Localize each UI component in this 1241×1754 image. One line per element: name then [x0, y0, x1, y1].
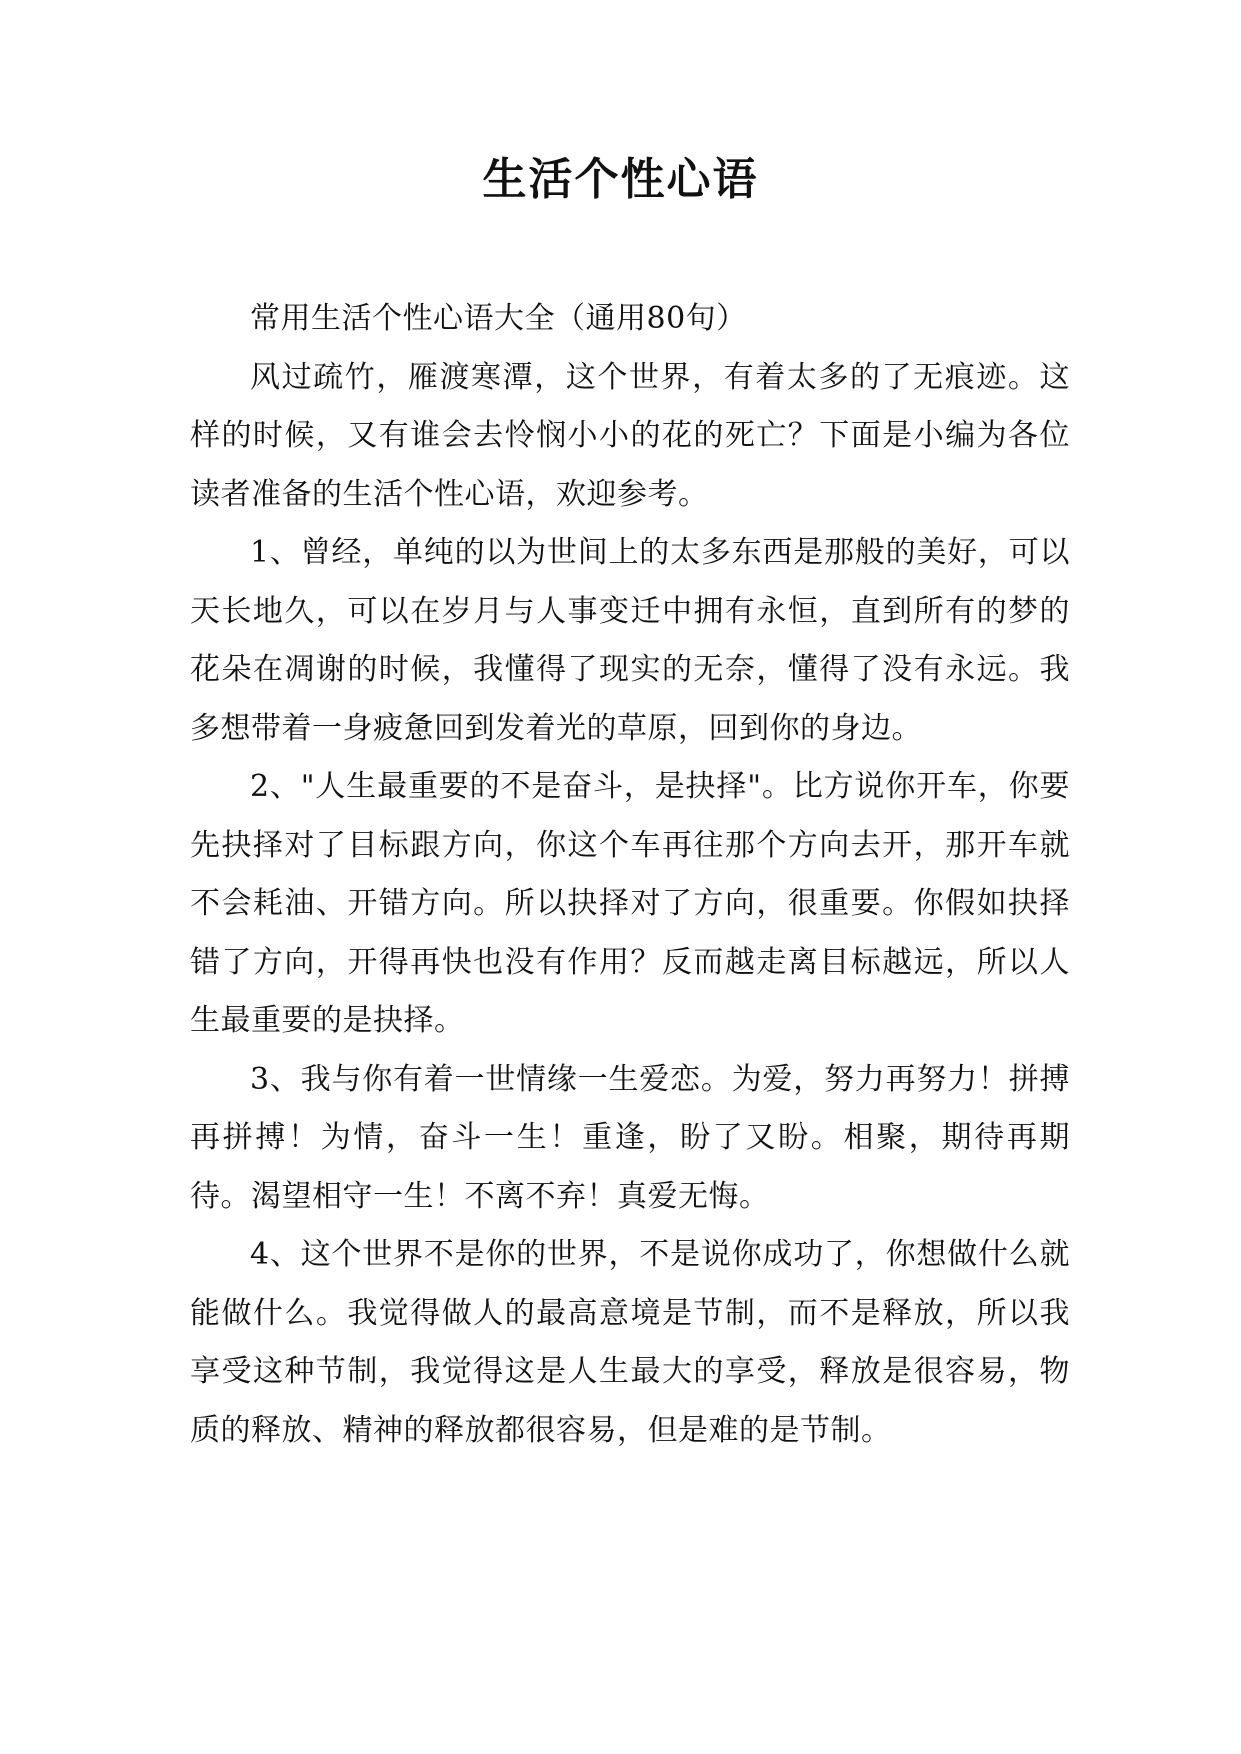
paragraph-item-4: 4、这个世界不是你的世界，不是说你成功了，你想做什么就能做什么。我觉得做人的最高意境是节制，而不是释放，所以我享受这种节制，我觉得这是人生最大的享受，释放是很容易，物质的释放、精神的释放都很容易，但是难的是节制。	[190, 1237, 1070, 1448]
paragraph-item-3: 3、我与你有着一世情缘一生爱恋。为爱，努力再努力！拼搏再拼搏！为情，奋斗一生！重逢，盼了又盼。相聚，期待再期待。渴望相守一生！不离不弃！真爱无悔。	[190, 1061, 1070, 1214]
paragraph-intro: 风过疏竹，雁渡寒潭，这个世界，有着太多的了无痕迹。这样的时候，又有谁会去怜悯小小的花的死亡？下面是小编为各位读者准备的生活个性心语，欢迎参考。	[190, 359, 1070, 512]
document-title: 生活个性心语	[482, 154, 759, 205]
paragraph-subtitle: 常用生活个性心语大全（通用80句）	[250, 301, 747, 336]
document-body	[190, 290, 1070, 1460]
paragraph-item-1: 1、曾经，单纯的以为世间上的太多东西是那般的美好，可以天长地久，可以在岁月与人事变迁中拥有永恒，直到所有的梦的花朵在凋谢的时候，我懂得了现实的无奈，懂得了没有永远。我多想带着一身疲惫回到发着光的草原，回到你的身边。	[190, 535, 1070, 746]
paragraph-item-2: 2、"人生最重要的不是奋斗，是抉择"。比方说你开车，你要先抉择对了目标跟方向，你这个车再往那个方向去开，那开车就不会耗油、开错方向。所以抉择对了方向，很重要。你假如抉择错了方向，开得再快也没有作用？反而越走离目标越远，所以人生最重要的是抉择。	[190, 769, 1070, 1038]
